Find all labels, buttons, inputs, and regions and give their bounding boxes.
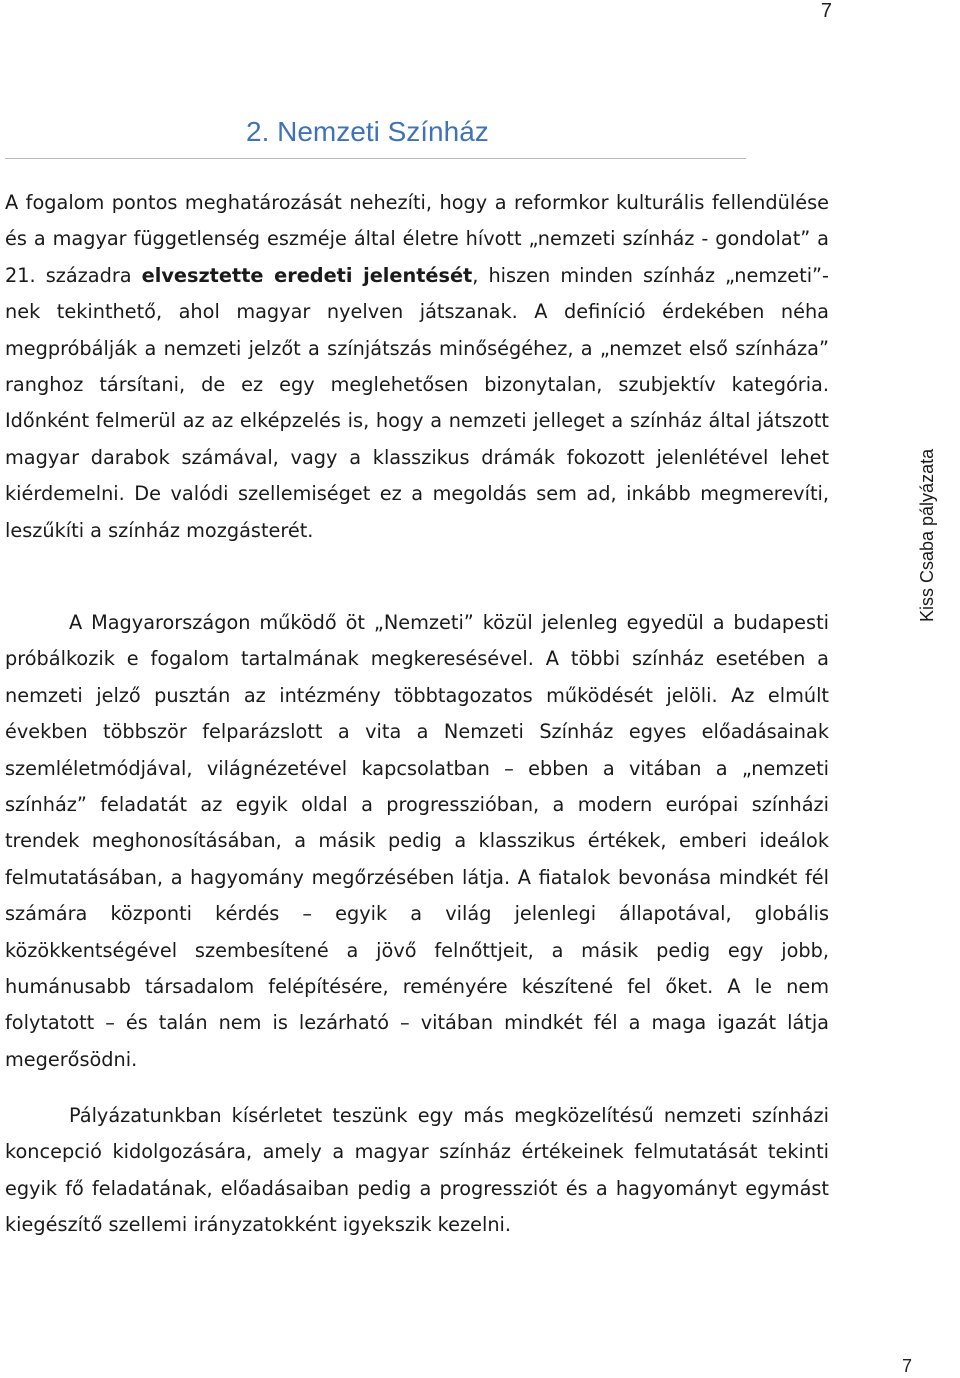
side-label: Kiss Csaba pályázata: [917, 448, 937, 622]
paragraph-3: Pályázatunkban kísérletet teszünk egy más megközelítésű nemzeti színházi koncepció kidolgozására, amely a magyar színház értékeinek felmutatását tekinti egyik fő feladatának, előadásaiban pedig a progressziót és a hagyományt egymást kiegészítő szellemi irányzatokként igyekszik kezelni.: [5, 1104, 829, 1237]
paragraph-1-bold: elvesztette eredeti jelentését: [141, 263, 473, 287]
paragraph-2: A Magyarországon működő öt „Nemzeti” közül jelenleg egyedül a budapesti próbálkozik e fogalom tartalmának megkeresésével. A többi színház esetében a nemzeti jelző pusztán az intézmény többtagozatos működését jelöli. Az elmúlt években többször felparázslott a vita a Nemzeti Színház egyes előadásainak szemléletmódjával, világnézetével kapcsolatban – ebben a vitában a „nemzeti színház” feladatát az egyik oldal a progresszióban, a modern európai színházi trendek meghonosításában, a másik pedig a klasszikus értékek, emberi ideálok felmutatásában, a hagyomány megőrzésében látja. A fiatalok bevonása mindkét fél számára központi kérdés – egyik a világ jelenlegi állapotával, globális közökkentségével szembesítené a jövő felnőttjeit, a másik pedig egy jobb, humánusabb társadalom felépítésére, reményére készítené fel őket. A le nem folytatott – és talán nem is lezárható – vitában mindkét fél a maga igazát látja megerősödni.: [5, 611, 829, 1071]
page-number-bottom: 7: [901, 1356, 912, 1376]
paragraph-1: [5, 185, 829, 549]
chapter-title: 2. Nemzeti Színház: [246, 116, 489, 147]
page-number-top: 7: [820, 0, 832, 22]
title-divider: [5, 158, 746, 159]
paragraph-1-text-a: A fogalom pontos meghatározását nehezíti, hogy a reformkor kulturális fellendülése és a magyar függetlenség eszméje által életre hívott „nemzeti színház - gondolat” a 21. századra: [5, 191, 829, 287]
paragraph-1-text-b: , hiszen minden színház „nemzeti”-nek tekinthető, ahol magyar nyelven játszanak. A definíció érdekében néha megpróbálják a nemzeti jelzőt a színjátszás minőségéhez, a „nemzet első színháza” ranghoz társítani, de ez egy meglehetősen bizonytalan, szubjektív kategória. Időnként felmerül az az elképzelés is, hogy a nemzeti jelleget a színház által játszott magyar darabok számával, vagy a klasszikus drámák fokozott jelenlétével lehet kiérdemelni. De valódi szellemiséget ez a megoldás sem ad, inkább megmerevíti, leszűkíti a színház mozgásterét.: [5, 263, 829, 542]
